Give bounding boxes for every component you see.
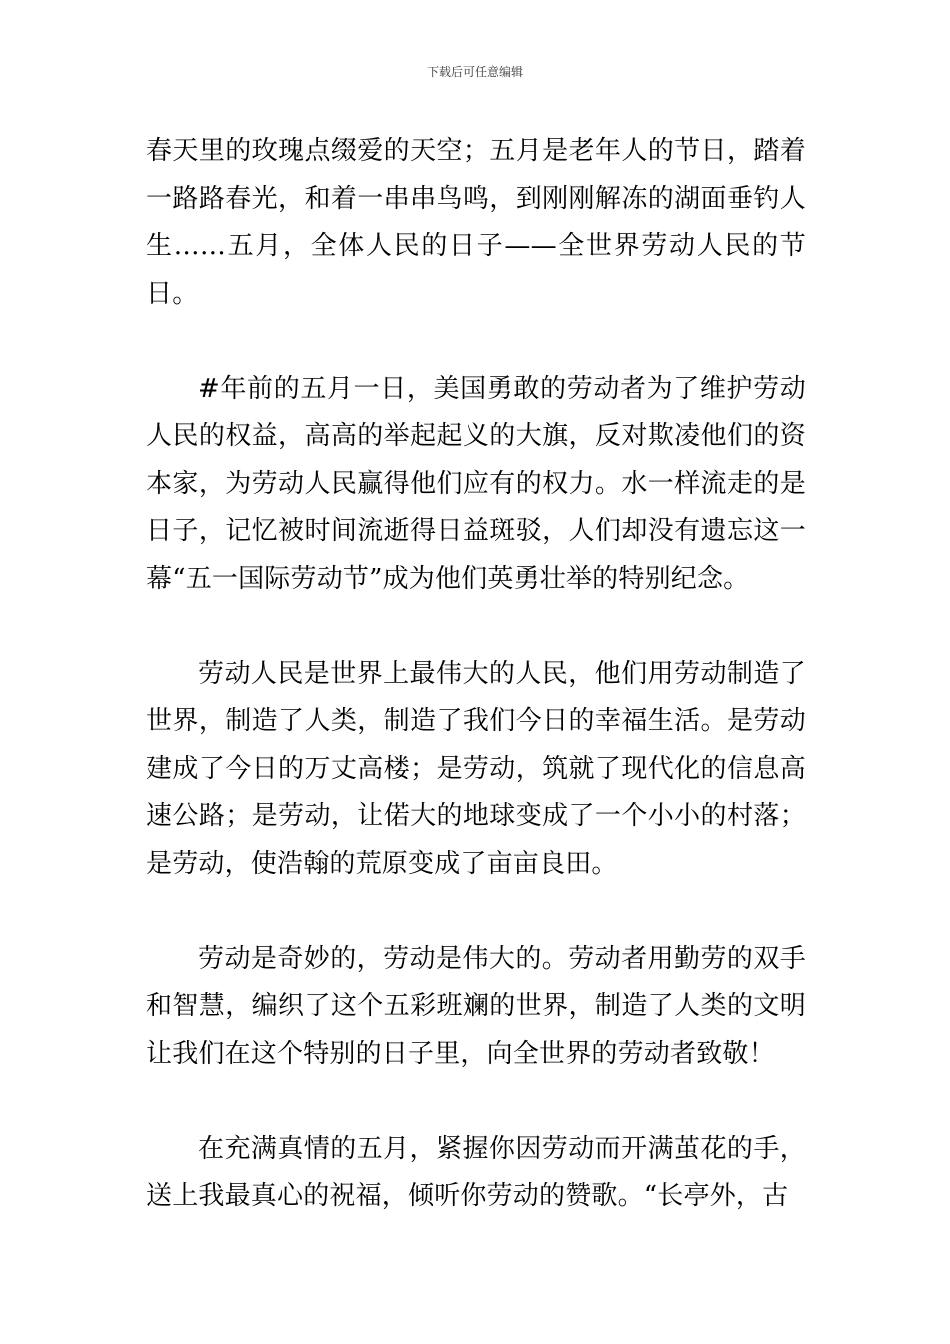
document-body <box>146 128 806 1221</box>
paragraph-2: #年前的五月一日，美国勇敢的劳动者为了维护劳动人民的权益，高高的举起起义的大旗，反对欺凌他们的资本家，为劳动人民赢得他们应有的权力。水一样流走的是日子，记忆被时间流逝得日益斑驳，人们却没有遗忘这一幕“五一国际劳动节”成为他们英勇壮举的特别纪念。 <box>146 373 806 594</box>
paragraph-4: 劳动是奇妙的，劳动是伟大的。劳动者用勤劳的双手和智慧，编织了这个五彩班斓的世界，制造了人类的文明让我们在这个特别的日子里，向全世界的劳动者致敬！ <box>146 943 806 1069</box>
page-header: 下载后可任意编辑 <box>426 65 523 79</box>
paragraph-5: 在充满真情的五月，紧握你因劳动而开满茧花的手，送上我最真心的祝福，倾听你劳动的赞歌。“长亭外，古 <box>146 1133 806 1211</box>
paragraph-1: 春天里的玫瑰点缀爱的天空；五月是老年人的节日，踏着一路路春光，和着一串串鸟鸣，到刚刚解冻的湖面垂钓人生……五月，全体人民的日子——全世界劳动人民的节日。 <box>146 136 806 309</box>
paragraph-3: 劳动人民是世界上最伟大的人民，他们用劳动制造了世界，制造了人类，制造了我们今日的幸福生活。是劳动建成了今日的万丈高楼；是劳动，筑就了现代化的信息高速公路；是劳动，让偌大的地球变成了一个小小的村落；是劳动，使浩翰的荒原变成了亩亩良田。 <box>146 658 806 879</box>
